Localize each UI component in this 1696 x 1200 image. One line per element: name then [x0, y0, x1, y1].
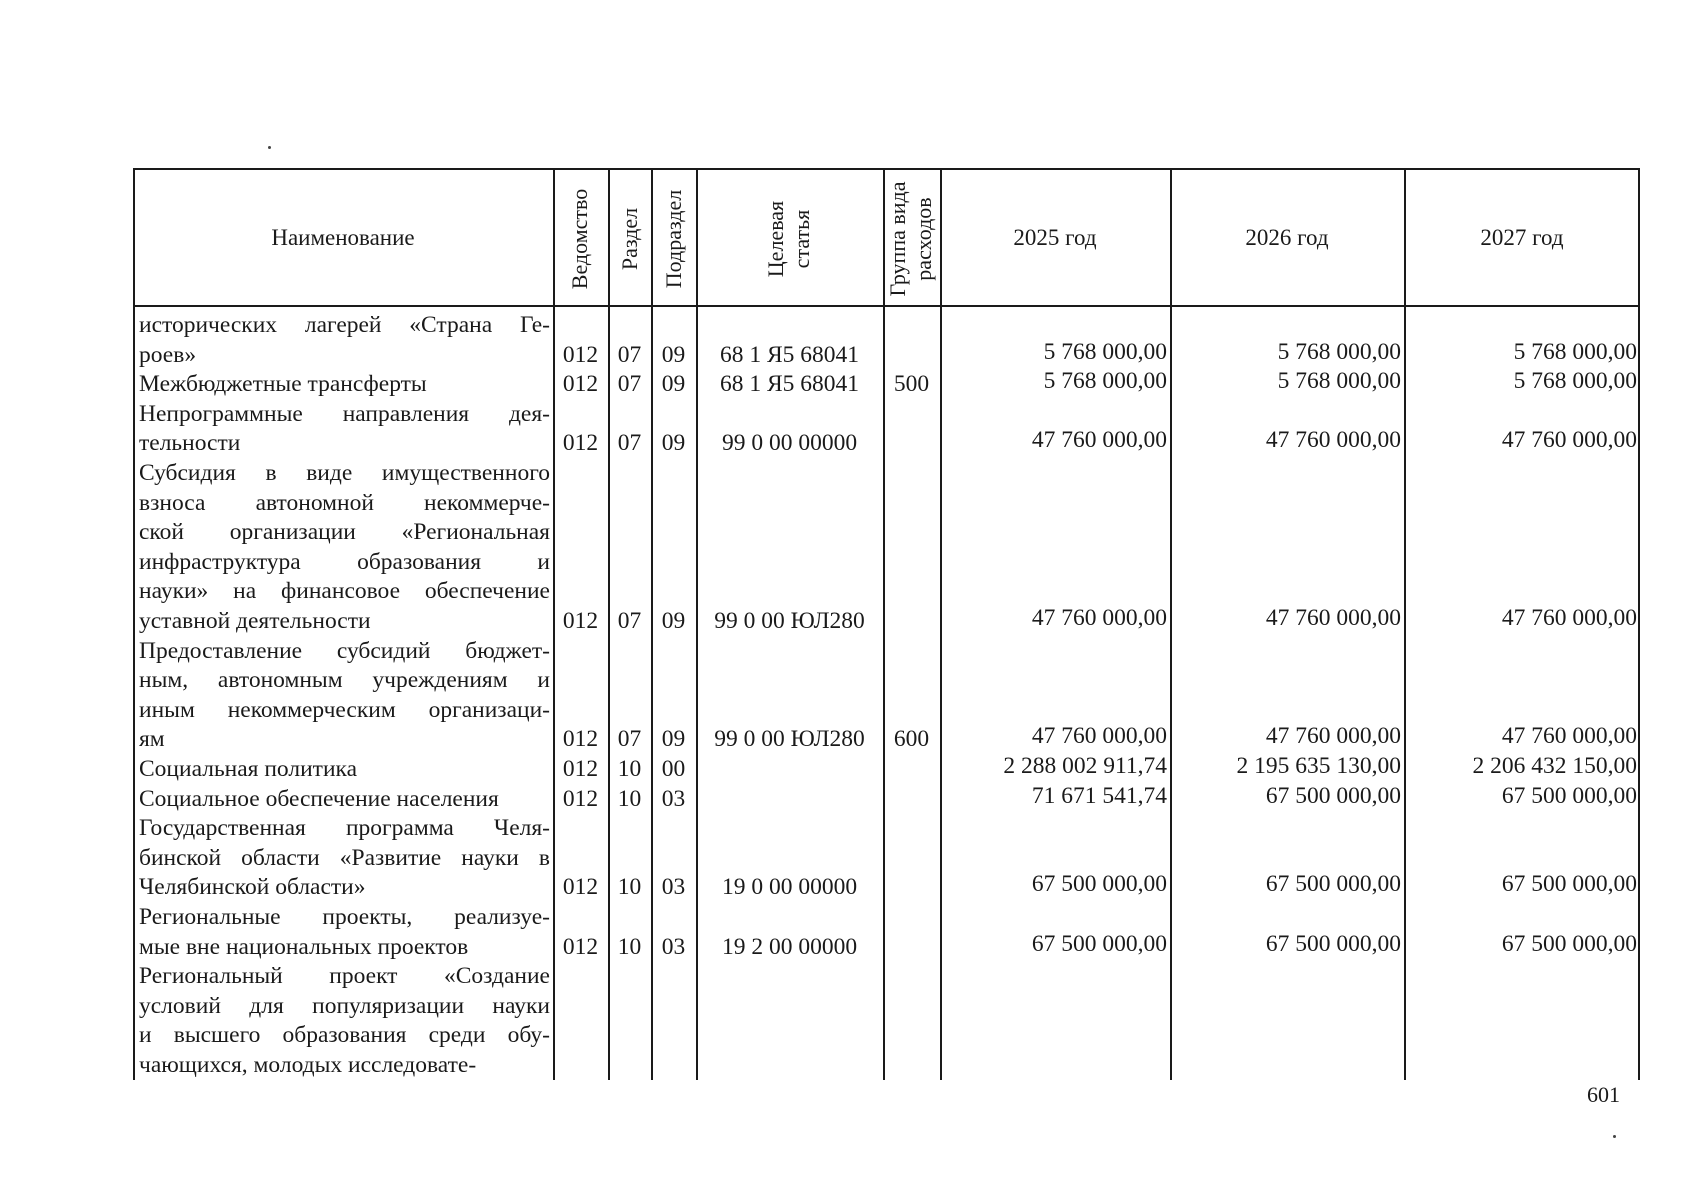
row-section-cell: [610, 1050, 649, 1080]
row-y2025-cell: 67 500 000,00: [1031, 871, 1167, 897]
row-y2026-cell: 67 500 000,00: [1265, 871, 1401, 897]
header-subsection-text: Подраздел: [661, 189, 686, 289]
header-target-item: [763, 168, 815, 310]
row-name-line: Непрограммные направления дея-: [139, 401, 550, 427]
header-section-text: Раздел: [617, 207, 642, 271]
row-dept-cell: [555, 1050, 606, 1080]
row-y2025-cell: 67 500 000,00: [1031, 931, 1167, 957]
page-number: 601: [1587, 1082, 1620, 1107]
row-name-line: иным некоммерческим организаци-: [139, 697, 550, 723]
header-name: [135, 170, 551, 305]
row-subsection-cell: [653, 1050, 694, 1080]
row-name-line: роев»: [139, 342, 197, 368]
header-department: [567, 168, 593, 310]
row-y2026-cell: 47 760 000,00: [1265, 605, 1401, 631]
row-section-cell: 07: [617, 726, 642, 752]
row-group-cell: 600: [893, 726, 930, 752]
row-y2025-cell: [942, 1047, 1167, 1077]
header-target-item-line1: Целевая: [763, 200, 788, 278]
row-dept-cell: 012: [562, 756, 599, 782]
row-group-cell: [885, 784, 938, 814]
row-y2027-cell: 5 768 000,00: [1513, 368, 1637, 394]
header-year-2026-text: 2026 год: [1245, 225, 1329, 250]
row-section-cell: 07: [617, 608, 642, 634]
row-section-cell: 10: [617, 756, 642, 782]
row-name-line: Региональные проекты, реализуе-: [139, 904, 550, 930]
row-target-cell: [698, 1050, 881, 1080]
row-dept-cell: 012: [562, 726, 599, 752]
row-dept-cell: 012: [562, 874, 599, 900]
row-group-cell: [885, 340, 938, 370]
row-dept-cell: 012: [562, 342, 599, 368]
row-group-cell: [885, 428, 938, 458]
row-y2027-cell: 2 206 432 150,00: [1472, 753, 1637, 779]
row-y2025-cell: 71 671 541,74: [1031, 783, 1167, 809]
row-y2026-cell: 47 760 000,00: [1265, 723, 1401, 749]
row-group-cell: [885, 932, 938, 962]
header-target-item-line2: статья: [789, 209, 814, 269]
row-section-cell: 07: [617, 430, 642, 456]
row-target-cell: 68 1 Я5 68041: [719, 342, 860, 368]
row-rule: [133, 305, 1640, 307]
row-target-cell: [698, 754, 881, 784]
row-y2025-cell: 5 768 000,00: [1043, 339, 1167, 365]
row-group-cell: 500: [893, 371, 930, 397]
row-subsection-cell: 09: [661, 430, 686, 456]
row-y2025-cell: 47 760 000,00: [1031, 723, 1167, 749]
row-y2027-cell: 67 500 000,00: [1501, 931, 1637, 957]
header-expense-group-line1: Группа вида: [885, 181, 910, 297]
row-name-line: ской организации «Региональная: [139, 519, 550, 545]
row-y2026-cell: 47 760 000,00: [1265, 427, 1401, 453]
header-name-text: Наименование: [271, 225, 415, 250]
row-name-line: Межбюджетные трансферты: [139, 371, 427, 397]
row-name-line: ным, автономным учреждениям и: [139, 667, 550, 693]
row-target-cell: 68 1 Я5 68041: [719, 371, 860, 397]
row-target-cell: 99 0 00 ЮЛ280: [714, 726, 865, 752]
row-y2026-cell: 5 768 000,00: [1277, 339, 1401, 365]
row-y2026-cell: 67 500 000,00: [1265, 783, 1401, 809]
row-dept-cell: 012: [562, 934, 599, 960]
header-year-2027: [1406, 170, 1638, 305]
row-subsection-cell: 03: [661, 874, 686, 900]
row-section-cell: 10: [617, 934, 642, 960]
row-subsection-cell: 03: [661, 786, 686, 812]
row-group-cell: [885, 606, 938, 636]
row-name-line: Социальное обеспечение населения: [139, 786, 499, 812]
scan-speck: [268, 146, 271, 149]
row-section-cell: 10: [617, 874, 642, 900]
row-y2027-cell: 47 760 000,00: [1501, 605, 1637, 631]
header-subsection: [661, 168, 687, 310]
row-dept-cell: 012: [562, 430, 599, 456]
row-y2026-cell: [1172, 1047, 1401, 1077]
row-y2027-cell: 47 760 000,00: [1501, 723, 1637, 749]
row-y2027-cell: 67 500 000,00: [1501, 871, 1637, 897]
row-target-cell: [698, 784, 881, 814]
row-name-line: Челябинской области»: [139, 874, 366, 900]
row-name-line: исторических лагерей «Страна Ге-: [139, 312, 550, 338]
row-name-line: и высшего образования среди обу-: [139, 1022, 550, 1048]
row-subsection-cell: 09: [661, 342, 686, 368]
row-y2027-cell: [1406, 1047, 1637, 1077]
row-dept-cell: 012: [562, 371, 599, 397]
row-section-cell: 07: [617, 371, 642, 397]
row-name-line: ям: [139, 726, 165, 752]
row-target-cell: 19 0 00 00000: [721, 874, 858, 900]
row-name-line: Социальная политика: [139, 756, 358, 782]
header-section: [617, 168, 643, 310]
header-year-2026: [1172, 170, 1402, 305]
row-subsection-cell: 09: [661, 608, 686, 634]
row-name-line: науки» на финансовое обеспечение: [139, 578, 550, 604]
row-name-line: Предоставление субсидий бюджет-: [139, 638, 550, 664]
scan-speck: [1613, 1135, 1616, 1138]
row-section-cell: 07: [617, 342, 642, 368]
header-year-2025-text: 2025 год: [1013, 225, 1097, 250]
row-dept-cell: 012: [562, 608, 599, 634]
row-name-line: взноса автономной некоммерче-: [139, 490, 550, 516]
row-subsection-cell: 00: [661, 756, 686, 782]
row-y2025-cell: 5 768 000,00: [1043, 368, 1167, 394]
row-group-cell: [885, 872, 938, 902]
row-section-cell: 10: [617, 786, 642, 812]
header-year-2025: [942, 170, 1168, 305]
row-name-line: Субсидия в виде имущественного: [139, 460, 550, 486]
row-target-cell: 99 0 00 ЮЛ280: [714, 608, 865, 634]
row-name-line: условий для популяризации науки: [139, 993, 550, 1019]
row-target-cell: 19 2 00 00000: [721, 934, 858, 960]
header-expense-group-line2: расходов: [911, 197, 936, 281]
row-y2026-cell: 67 500 000,00: [1265, 931, 1401, 957]
row-dept-cell: 012: [562, 786, 599, 812]
row-rule: [133, 168, 1640, 170]
row-subsection-cell: 09: [661, 726, 686, 752]
row-y2027-cell: 5 768 000,00: [1513, 339, 1637, 365]
row-name-line: бинской области «Развитие науки в: [139, 845, 550, 871]
row-target-cell: 99 0 00 00000: [721, 430, 858, 456]
row-y2025-cell: 2 288 002 911,74: [1003, 753, 1167, 779]
row-subsection-cell: 09: [661, 371, 686, 397]
row-y2025-cell: 47 760 000,00: [1031, 427, 1167, 453]
row-y2026-cell: 5 768 000,00: [1277, 368, 1401, 394]
row-name-line: чающихся, молодых исследовате-: [139, 1052, 477, 1078]
row-name-line: тельности: [139, 430, 241, 456]
row-name-line: Государственная программа Челя-: [139, 815, 550, 841]
row-y2027-cell: 67 500 000,00: [1501, 783, 1637, 809]
header-expense-group: [885, 168, 937, 310]
row-group-cell: [885, 754, 938, 784]
row-y2026-cell: 2 195 635 130,00: [1236, 753, 1401, 779]
row-name-line: Региональный проект «Создание: [139, 963, 550, 989]
row-group-cell: [885, 1050, 938, 1080]
row-name-line: мые вне национальных проектов: [139, 934, 469, 960]
row-name-line: уставной деятельности: [139, 608, 371, 634]
row-name-line: инфраструктура образования и: [139, 549, 550, 575]
header-department-text: Ведомство: [567, 188, 592, 290]
row-subsection-cell: 03: [661, 934, 686, 960]
row-y2025-cell: 47 760 000,00: [1031, 605, 1167, 631]
header-year-2027-text: 2027 год: [1480, 225, 1564, 250]
row-y2027-cell: 47 760 000,00: [1501, 427, 1637, 453]
